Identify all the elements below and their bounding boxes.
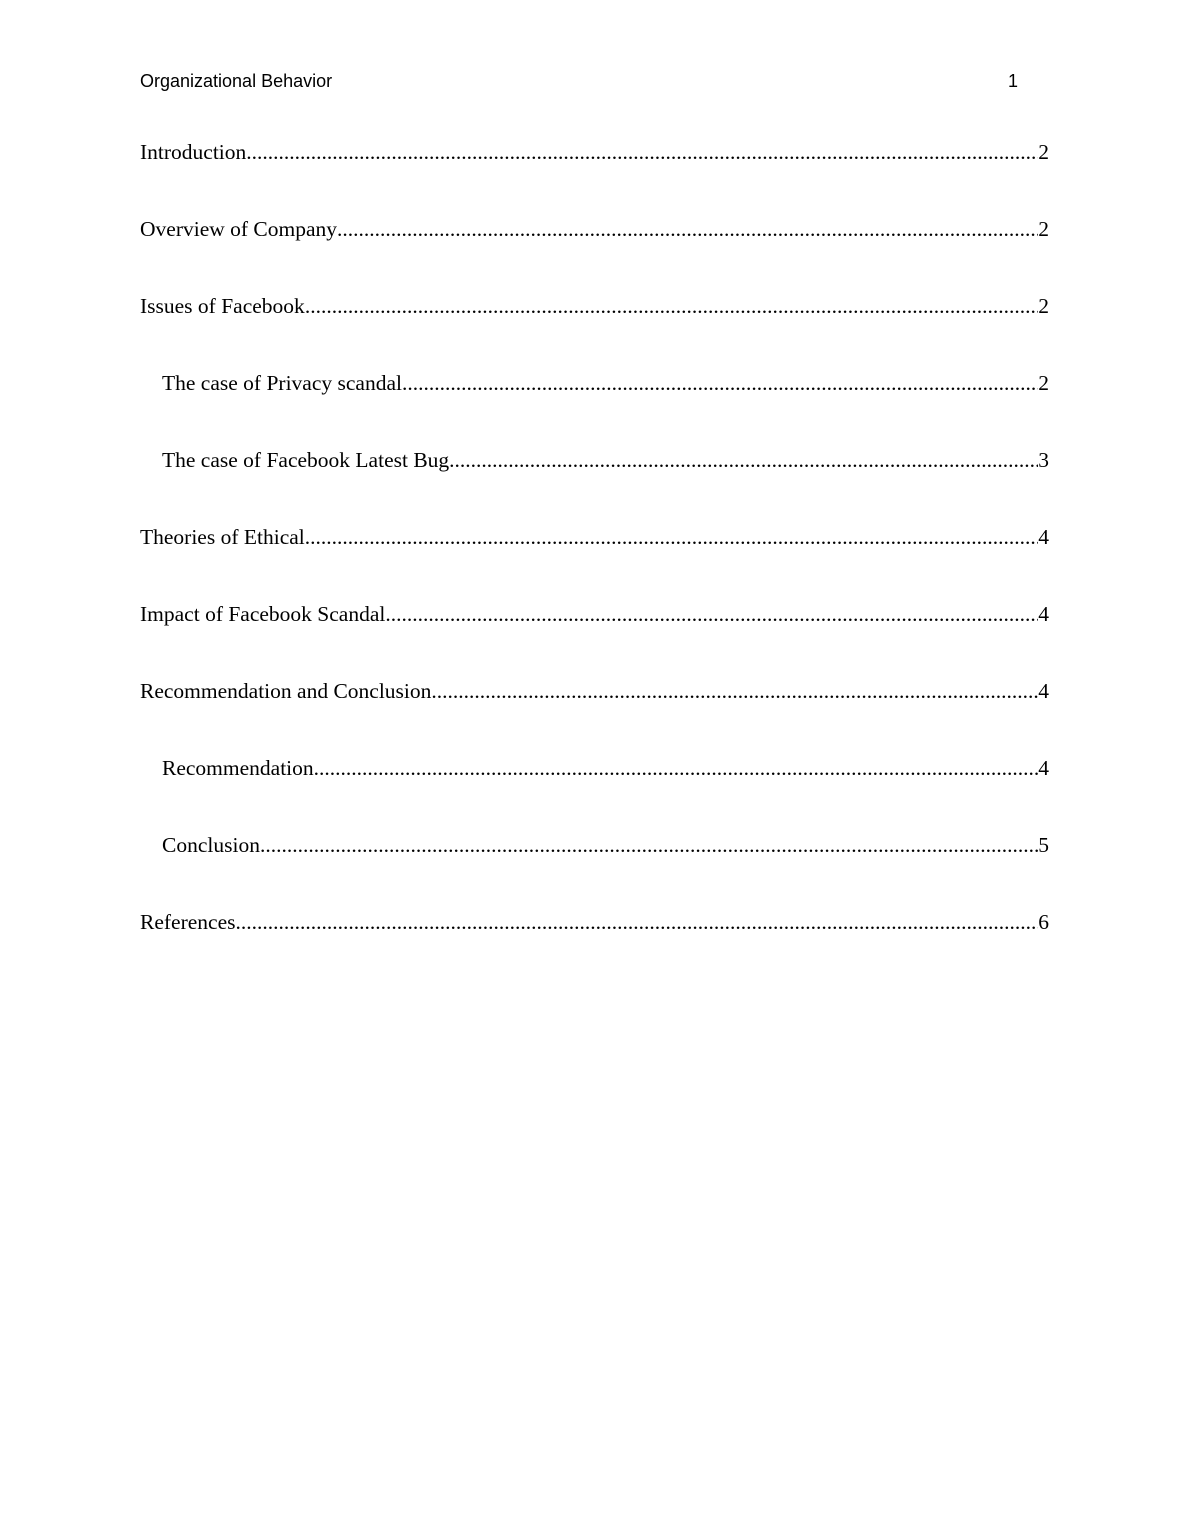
- toc-leader-dots: [260, 833, 1038, 858]
- toc-entry[interactable]: [140, 525, 1049, 602]
- toc-entry-label: Conclusion: [162, 833, 260, 857]
- toc-entry-label: Theories of Ethical: [140, 525, 305, 549]
- page-number: 1: [1008, 71, 1019, 91]
- toc-entry[interactable]: [140, 371, 1049, 448]
- toc-entry-page: 2: [1038, 217, 1049, 241]
- toc-entry-label: The case of Facebook Latest Bug: [162, 448, 450, 472]
- toc-entry-label: Recommendation and Conclusion: [140, 679, 432, 703]
- toc-entry[interactable]: [140, 602, 1049, 679]
- toc-entry[interactable]: [140, 294, 1049, 371]
- toc-entry-page: 4: [1038, 525, 1049, 549]
- toc-entry-page: 2: [1038, 371, 1049, 395]
- toc-leader-dots: [314, 756, 1039, 781]
- toc-entry-page: 2: [1038, 140, 1049, 164]
- toc-leader-dots: [337, 217, 1038, 242]
- toc-entry-label: Overview of Company: [140, 217, 338, 241]
- toc-entry[interactable]: [140, 140, 1049, 217]
- toc-entry-page: 4: [1038, 756, 1049, 780]
- toc-entry[interactable]: [140, 756, 1049, 833]
- toc-entry-label: Introduction: [140, 140, 247, 164]
- toc-entry[interactable]: [140, 448, 1049, 525]
- table-of-contents: [140, 140, 1049, 987]
- toc-leader-dots: [305, 525, 1038, 550]
- toc-leader-dots: [246, 140, 1038, 165]
- toc-entry[interactable]: [140, 910, 1049, 987]
- toc-entry-label: References: [140, 910, 236, 934]
- toc-leader-dots: [431, 679, 1038, 704]
- toc-leader-dots: [305, 294, 1038, 319]
- toc-entry-label: Impact of Facebook Scandal: [140, 602, 386, 626]
- toc-entry-page: 4: [1038, 602, 1049, 626]
- toc-leader-dots: [236, 910, 1039, 935]
- toc-leader-dots: [385, 602, 1038, 627]
- toc-entry-page: 4: [1038, 679, 1049, 703]
- toc-entry-page: 6: [1038, 910, 1049, 934]
- toc-entry[interactable]: [140, 679, 1049, 756]
- toc-entry-label: Issues of Facebook: [140, 294, 305, 318]
- toc-entry-label: Recommendation: [162, 756, 314, 780]
- toc-entry[interactable]: [140, 833, 1049, 910]
- toc-entry[interactable]: [140, 217, 1049, 294]
- toc-leader-dots: [402, 371, 1038, 396]
- toc-leader-dots: [449, 448, 1038, 473]
- toc-entry-page: 5: [1038, 833, 1049, 857]
- toc-entry-label: The case of Privacy scandal: [162, 371, 402, 395]
- toc-entry-page: 2: [1038, 294, 1049, 318]
- toc-entry-page: 3: [1038, 448, 1049, 472]
- running-header-title: Organizational Behavior: [140, 71, 333, 91]
